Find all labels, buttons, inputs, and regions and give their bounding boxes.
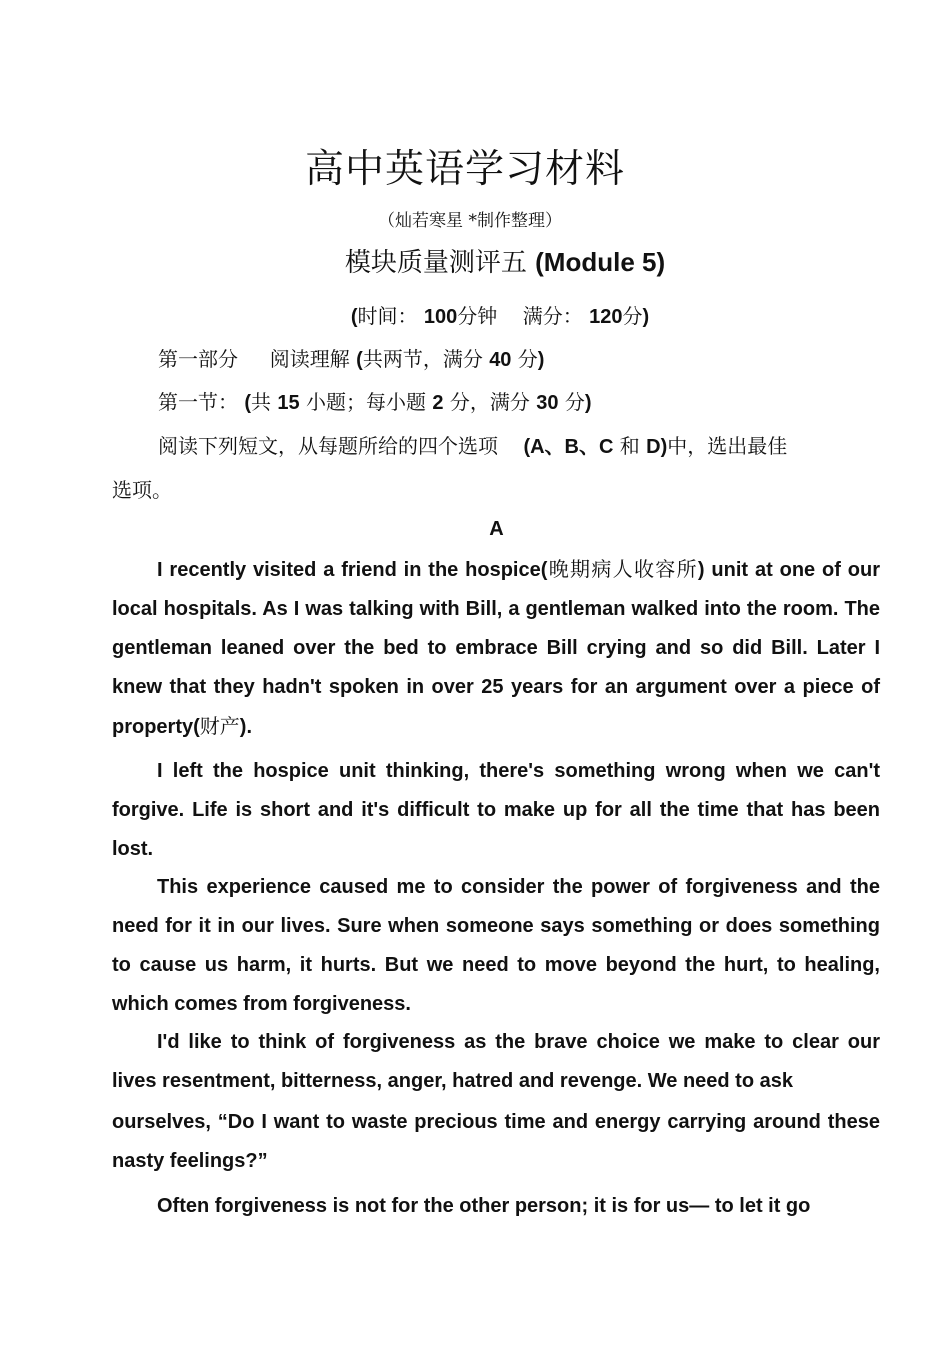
section-desc-2: 小题；每小题 <box>306 390 426 414</box>
paragraph-text: I recently visited a friend in the hospice( <box>157 559 548 581</box>
part-name: 阅读理解 <box>269 347 350 371</box>
instruction-post: 中，选出最佳 <box>667 434 788 458</box>
instruction-text: 阅读下列短文，从每题所给的四个选项 <box>158 434 498 458</box>
section-desc-3: 分，满分 <box>449 390 530 414</box>
question-count: 15 <box>277 392 300 414</box>
instruction-line-2: 选项。 <box>112 478 172 502</box>
paragraph-text: ). <box>239 716 253 738</box>
part-heading <box>158 343 544 372</box>
passage-paragraph-5: Often forgiveness is not for the other person; it is for us— to let it go <box>157 1195 811 1217</box>
passage-paragraph-2: I left the hospice unit thinking, there's something wrong when we can't forgive. Life is short and it's difficult to make up for all the time that has been lost. <box>112 760 880 860</box>
paren-open: ( <box>356 349 363 371</box>
section-label: 第一节： <box>158 390 238 414</box>
passage-paragraph-1 <box>112 550 880 747</box>
heading-en: (Module 5) <box>535 247 666 277</box>
points-total: 30 <box>536 392 559 414</box>
test-heading <box>0 242 950 279</box>
paragraph-text: ) unit at one of our local hospitals. As I was talking with Bill, a gentleman walked into the room. The gentleman leaned over the bed to embrace Bill crying and so did Bill. Later I knew that they hadn't spoken in over 25 years for an argument over a piece of property( <box>112 559 880 738</box>
score-unit: 分 <box>622 304 643 328</box>
passage-paragraph-3: This experience caused me to consider the power of forgiveness and the need for it in our lives. Sure when someone says something or does something to cause us harm, it hurts. But we need to move beyond the hurt, to healing, which comes from forgiveness. <box>112 876 880 1015</box>
paren-open: ( <box>244 392 252 414</box>
part-desc: 共两节，满分 <box>362 347 483 371</box>
part-points: 40 <box>489 349 512 371</box>
section-heading <box>158 386 591 415</box>
document-subtitle: （灿若寒星 *制作整理） <box>378 211 562 231</box>
time-label: 时间： <box>357 304 418 328</box>
part-unit: 分 <box>517 347 538 371</box>
document-title: 高中英语学习材料 <box>304 147 625 192</box>
instruction-options: (A、B、C <box>523 436 614 458</box>
passage-letter: A <box>489 518 504 540</box>
section-desc-4: 分 <box>564 390 585 414</box>
time-unit: 分钟 <box>457 304 498 328</box>
time-score-line <box>0 300 950 329</box>
part-label: 第一部分 <box>158 347 238 371</box>
instruction-line-1 <box>158 430 787 459</box>
instruction-last-option: D) <box>646 436 668 458</box>
score-value: 120 <box>589 306 623 328</box>
paren-close: ) <box>584 392 592 414</box>
paren-close: ) <box>642 306 650 328</box>
points-each: 2 <box>432 392 444 414</box>
section-desc-1: 共 <box>251 390 272 414</box>
passage-paragraph-4: I'd like to think of forgiveness as the brave choice we make to clear our lives resentment, bitterness, anger, hatred and revenge. We need to ask <box>112 1031 880 1092</box>
paren-close: ) <box>537 349 545 371</box>
paren-open: ( <box>350 306 358 328</box>
heading-cn: 模块质量测评五 <box>344 248 527 278</box>
gloss-hospice: 晚期病人收容所 <box>547 557 698 581</box>
gloss-property: 财产 <box>199 714 240 738</box>
passage-paragraph-4-cont: ourselves, “Do I want to waste precious time and energy carrying around these nasty feelings?” <box>112 1111 880 1172</box>
time-value: 100 <box>423 306 458 328</box>
instruction-and: 和 <box>619 434 640 458</box>
score-label: 满分： <box>522 304 583 328</box>
